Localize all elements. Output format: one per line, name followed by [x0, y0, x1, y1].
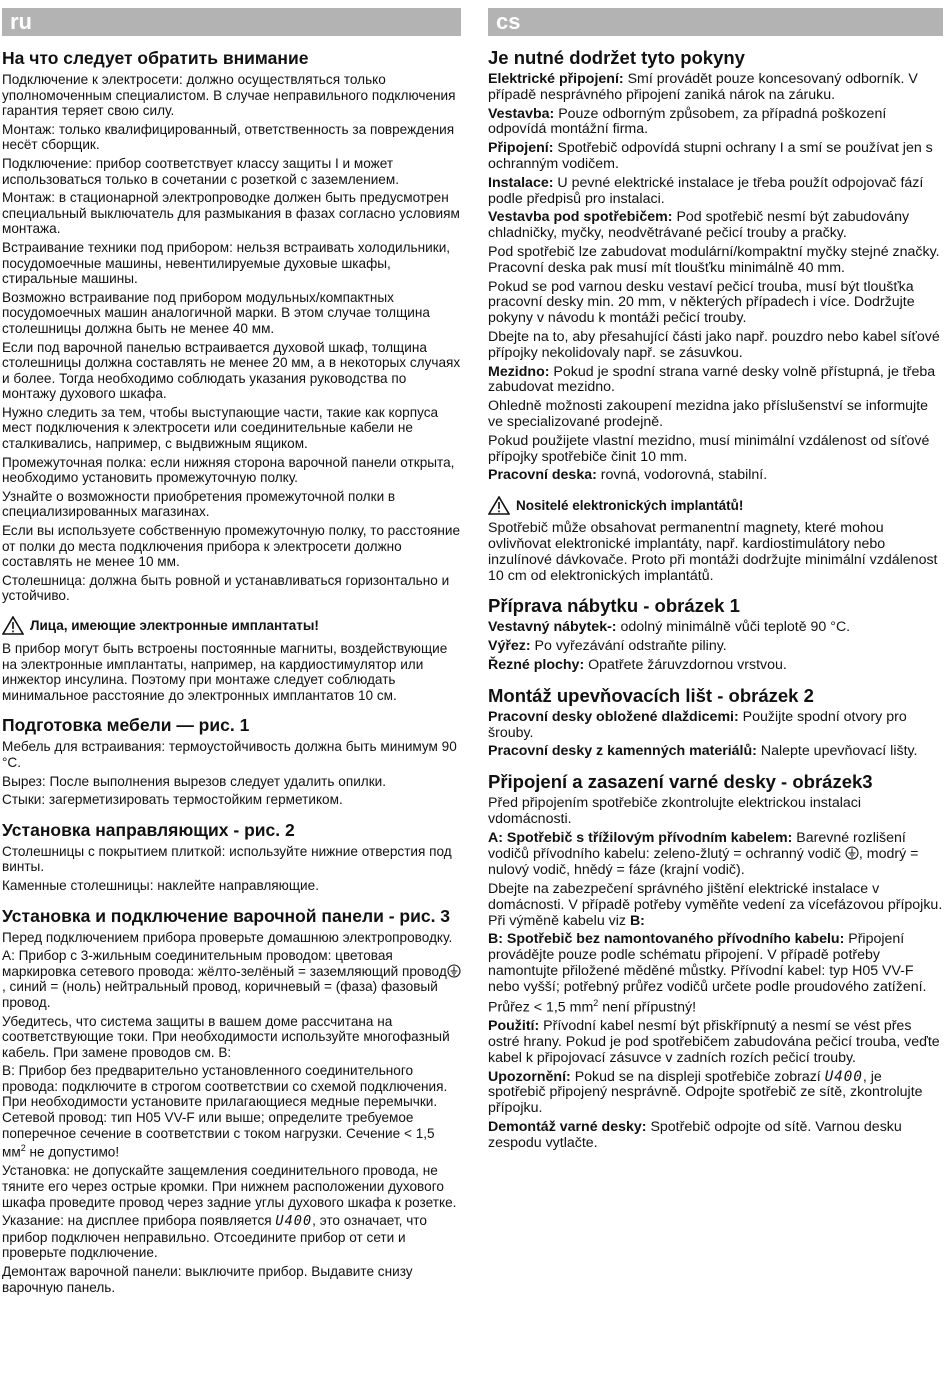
paragraph: Каменные столешницы: наклейте направляющие.	[2, 877, 319, 893]
paragraph: Dbejte na to, aby přesahující části jako např. pouzdro nebo kabel síťové přípojky nekolidovaly např. se zásuvkou.	[488, 328, 940, 361]
paragraph: Подключение: прибор соответствует классу защиты I и может использоваться только в сочетании с розеткой с заземлением.	[2, 155, 399, 187]
warning-title: Nositelé elektronických implantátů!	[516, 498, 744, 514]
text: Připojení provádějte pouze podle schématu připojení. V případě potřeby namontujte přiložené měděné můstky. Přívodní kabel: typ H05 VV-F nebo vyšší; potřebný průřez vodičů určete podle proudového zatížení. Průřez < 1,5 mm	[488, 931, 927, 1016]
paragraph	[488, 932, 943, 1016]
paragraph: В прибор могут быть встроены постоянные магниты, воздействующие на электронные имплантаты, например, на кардиостимулятор или инжектор инсулина. Поэтому при монтаже следует соблюдать минимальное расстояние до электронных имплантатов 10 см.	[2, 641, 448, 703]
heading-precautions-cs: Je nutné dodržet tyto pokyny	[488, 47, 745, 68]
paragraph: Встраивание техники под прибором: нельзя встраивать холодильники, посудомоечные машины, невентилируемые духовые шкафы, стиральные машины.	[2, 239, 451, 287]
text: rovná, vodorovná, stabilní.	[596, 467, 768, 484]
heading-precautions-ru: На что следует обратить внимание	[2, 48, 309, 68]
text: , синий = (ноль) нейтральный провод, коричневый = (фаза) фазовый провод.	[2, 979, 438, 1010]
text: , je spotřebič připojený nesprávně. Odpojte spotřebič ze sítě, zkontrolujte přípojku.	[488, 1068, 923, 1117]
implant-warning-ru	[2, 616, 461, 635]
paragraph	[488, 365, 943, 397]
heading-install-cs: Připojení a zasazení varné desky - obrázek3	[488, 771, 873, 793]
label: Vestavba pod spotřebičem:	[488, 209, 673, 226]
label: Vestavba:	[488, 105, 555, 122]
text: Smí provádět pouze koncesovaný odborník. V případě nesprávného připojení zaniká nárok na záruku.	[488, 71, 918, 103]
display-code: U400	[824, 1068, 863, 1085]
text: не допустимо!	[25, 1144, 120, 1160]
paragraph	[2, 1213, 461, 1261]
paragraph: Подключение к электросети: должно осуществляться только уполномоченным специалистом. В случае неправильного подключения гарантия теряет свою силу.	[2, 72, 456, 119]
text: Pouze odborným způsobem, za případná poškození odpovídá montážní firma.	[488, 105, 887, 138]
paragraph: Pod spotřebič lze zabudovat modulární/kompaktní myčky stejné značky. Pracovní deska pak musí mít tloušťku minimálně 40 mm.	[488, 243, 940, 276]
paragraph: Возможно встраивание под прибором модульных/компактных посудомоечных машин аналогичной марки. В этом случае толщина столешницы должна быть не менее 40 мм.	[2, 289, 430, 336]
label: Použití:	[488, 1018, 540, 1035]
paragraph: Монтаж: в стационарной электропроводке должен быть предусмотрен специальный выключатель для размыкания в фазах согласно условиям монтажа.	[2, 190, 460, 237]
paragraph: Установка: не допускайте защемления соединительного провода, не тяните его через острые кромки. При нижнем расположении духового шкафа проведите провод через задние углы духового шкафа к розетке.	[2, 1163, 457, 1210]
paragraph	[488, 882, 943, 929]
paragraph	[2, 1063, 461, 1160]
warning-triangle-icon	[488, 496, 510, 515]
paragraph	[488, 468, 943, 484]
paragraph	[488, 710, 943, 742]
paragraph	[488, 176, 943, 208]
paragraph: Убедитесь, что система защиты в вашем доме рассчитана на соответствующие токи. При необходимости используйте многофазный кабель. При замене проводов см. В:	[2, 1013, 450, 1060]
superscript: 2	[593, 997, 599, 1008]
ground-symbol-icon	[447, 964, 461, 978]
text: není přípustný!	[598, 999, 697, 1016]
column-cs	[488, 8, 943, 1155]
text: Nalepte upevňovací lišty.	[756, 743, 918, 760]
paragraph: Вырез: После выполнения вырезов следует удалить опилки.	[2, 773, 387, 789]
paragraph: Демонтаж варочной панели: выключите прибор. Выдавите снизу варочную панель.	[2, 1263, 413, 1295]
text: Po vyřezávání odstraňte piliny.	[530, 638, 727, 655]
paragraph	[488, 744, 943, 760]
label: Pracovní desky obložené dlaždicemi:	[488, 708, 739, 725]
paragraph	[488, 658, 943, 674]
label: Řezné plochy:	[488, 656, 585, 673]
label: Vestavný nábytek-:	[488, 619, 617, 636]
display-code: U400	[275, 1213, 313, 1230]
text: Указание: на дисплее прибора появляется	[2, 1213, 276, 1229]
text: В: Прибор без предварительно установленного соединительного провода: подключите в строгом соответствии со схемой подключения. При необходимости установите прилагающиеся медные перемычки. Сетевой провод: тип H05 VV-F или выше; определите требуемое поперечное сечение в соответствии с током нагрузки. Сечение < 1,5 мм	[2, 1063, 448, 1160]
paragraph: Столешница: должна быть ровной и устанавливаться горизонтально и устойчиво.	[2, 572, 450, 604]
label: Výřez:	[488, 638, 531, 655]
paragraph: Перед подключением прибора проверьте домашнюю электропроводку.	[2, 929, 453, 945]
column-ru	[2, 8, 461, 1298]
paragraph: Ohledně možnosti zakoupení mezidna jako příslušenství se informujte ve specializované prodejně.	[488, 398, 929, 430]
paragraph	[488, 620, 943, 636]
paragraph: Столешницы с покрытием плиткой: используйте нижние отверстия под винты.	[2, 843, 452, 875]
label: Pracovní desky z kamenných materiálů:	[488, 743, 757, 760]
paragraph	[488, 72, 943, 104]
heading-rails-cs: Montáž upevňovacích lišt - obrázek 2	[488, 684, 814, 706]
text: Použijte spodní otvory pro šrouby.	[488, 708, 907, 741]
label: A: Spotřebič s třížilovým přívodním kabelem:	[488, 829, 793, 846]
paragraph: Узнайте о возможности приобретения промежуточной полки в специализированных магазинах.	[2, 488, 396, 520]
text: Přívodní kabel nesmí být přiskřípnutý a nesmí se vést přes ostré hrany. Pokud je pod spotřebičem zabudována pečicí trouba, veďte kabel k připojovací zásuvce v zadních rozích pečicí trouby.	[488, 1018, 940, 1066]
paragraph	[488, 1070, 943, 1117]
ground-symbol-icon	[845, 846, 859, 860]
paragraph: Промежуточная полка: если нижняя сторона варочной панели открыта, необходимо установить промежуточную полку.	[2, 454, 455, 486]
text: Pokud je spodní strana varné desky volně přístupná, je třeba zabudovat mezidno.	[488, 363, 936, 396]
text: odolný minimálně vůči teplotě 90 °C.	[616, 619, 851, 636]
paragraph: Если под варочной панелью встраивается духовой шкаф, толщина столешницы должна составлять не менее 20 мм, а в некоторых случаях и более. Тогда необходимо соблюдать указания руководства по монтажу духового шкафа.	[2, 339, 461, 402]
paragraph: Мебель для встраивания: термоустойчивость должна быть минимум 90 °C.	[2, 739, 457, 770]
text: U pevné elektrické instalace je třeba použít odpojovač fází podle předpisů pro instalaci.	[488, 174, 924, 207]
paragraph	[488, 639, 943, 655]
paragraph	[488, 1120, 943, 1152]
language-header-ru: ru	[2, 8, 461, 36]
heading-rails-ru: Установка направляющих - рис. 2	[2, 819, 295, 840]
label: Mezidno:	[488, 363, 550, 380]
text: , modrý = nulový vodič, hnědý = fáze (krajní vodič).	[488, 846, 919, 879]
paragraph	[488, 831, 943, 879]
paragraph: Pokud se pod varnou desku vestaví pečicí trouba, musí být tloušťka pracovní desky min. 20 mm, v některých případech i více. Dodržujte pokyny v návodu k montáži pečicí trouby.	[488, 278, 915, 327]
text: А: Прибор с 3-жильным соединительным проводом: цветовая маркировка сетевого провода: жёлто-зелёный = заземляющий провод	[2, 948, 447, 979]
label: B: Spotřebič bez namontovaného přívodního kabelu:	[488, 931, 845, 948]
language-header-cs: cs	[488, 8, 943, 36]
paragraph: Spotřebič může obsahovat permanentní magnety, které mohou ovlivňovat elektronické implantáty, např. kardiostimulátory nebo inzulínové dávkovače. Proto při montáži dodržujte minimální vzdálenost 10 cm od elektronických implantátů.	[488, 520, 938, 584]
implant-warning-cs	[488, 496, 943, 515]
text: Pokud se na displeji spotřebiče zobrazí	[570, 1068, 825, 1085]
paragraph	[488, 107, 943, 139]
paragraph: Нужно следить за тем, чтобы выступающие части, такие как корпуса мест подключения к электросети или соединительные кабели не сталкивались, например, с выдвижным ящиком.	[2, 404, 439, 452]
paragraph	[488, 210, 943, 242]
superscript: 2	[20, 1143, 26, 1154]
heading-furniture-cs: Příprava nábytku - obrázek 1	[488, 595, 740, 617]
paragraph: Стыки: загерметизировать термостойким герметиком.	[2, 792, 343, 808]
paragraph: Před připojením spotřebiče zkontrolujte elektrickou instalaci vdomácnosti.	[488, 795, 861, 827]
label: Instalace:	[488, 174, 554, 191]
paragraph	[488, 1019, 943, 1066]
label: Připojení:	[488, 140, 554, 157]
text: Pod spotřebič nesmí být zabudovány chladničky, myčky, neodvětrávané pečicí trouby a pračky.	[488, 209, 910, 242]
label: Upozornění:	[488, 1068, 571, 1085]
text: , это означает, что прибор подключен неправильно. Отсоедините прибор от сети и проверьте подключение.	[2, 1213, 427, 1261]
warning-triangle-icon	[2, 616, 24, 635]
label: B:	[629, 912, 645, 929]
heading-install-ru: Установка и подключение варочной панели - рис. 3	[2, 905, 451, 926]
label: Pracovní deska:	[488, 467, 597, 484]
text: Opatřete žáruvzdornou vrstvou.	[584, 656, 787, 673]
paragraph: Монтаж: только квалифицированный, ответственность за повреждения несёт сборщик.	[2, 121, 455, 153]
paragraph	[2, 948, 461, 1010]
text: Dbejte na zabezpečení správného jištění elektrické instalace v domácnosti. V případě potřeby vyměňte vedení za vícefázovou přípojku. Při výměně kabelu viz	[488, 881, 943, 929]
warning-title: Лица, имеющие электронные имплантаты!	[30, 618, 319, 633]
paragraph: Pokud použijete vlastní mezidno, musí minimální vzdálenost od síťové přípojky spotřebiče činit 10 mm.	[488, 432, 930, 465]
paragraph: Если вы используете собственную промежуточную полку, то расстояние от полки до места подключения прибора к электросети должно составлять не менее 10 мм.	[2, 523, 461, 570]
text: Barevné rozlišení vodičů přívodního kabelu: zeleno-žlutý = ochranný vodič	[488, 829, 906, 863]
label: Demontáž varné desky:	[488, 1118, 647, 1135]
label: Elektrické připojení:	[488, 71, 624, 87]
paragraph	[488, 141, 943, 173]
text: Spotřebič odpojte od sítě. Varnou desku zespodu vytlačte.	[488, 1118, 902, 1151]
text: Spotřebič odpovídá stupni ochrany I a smí se používat jen s ochranným vodičem.	[488, 140, 933, 172]
heading-furniture-ru: Подготовка мебели — рис. 1	[2, 715, 250, 736]
